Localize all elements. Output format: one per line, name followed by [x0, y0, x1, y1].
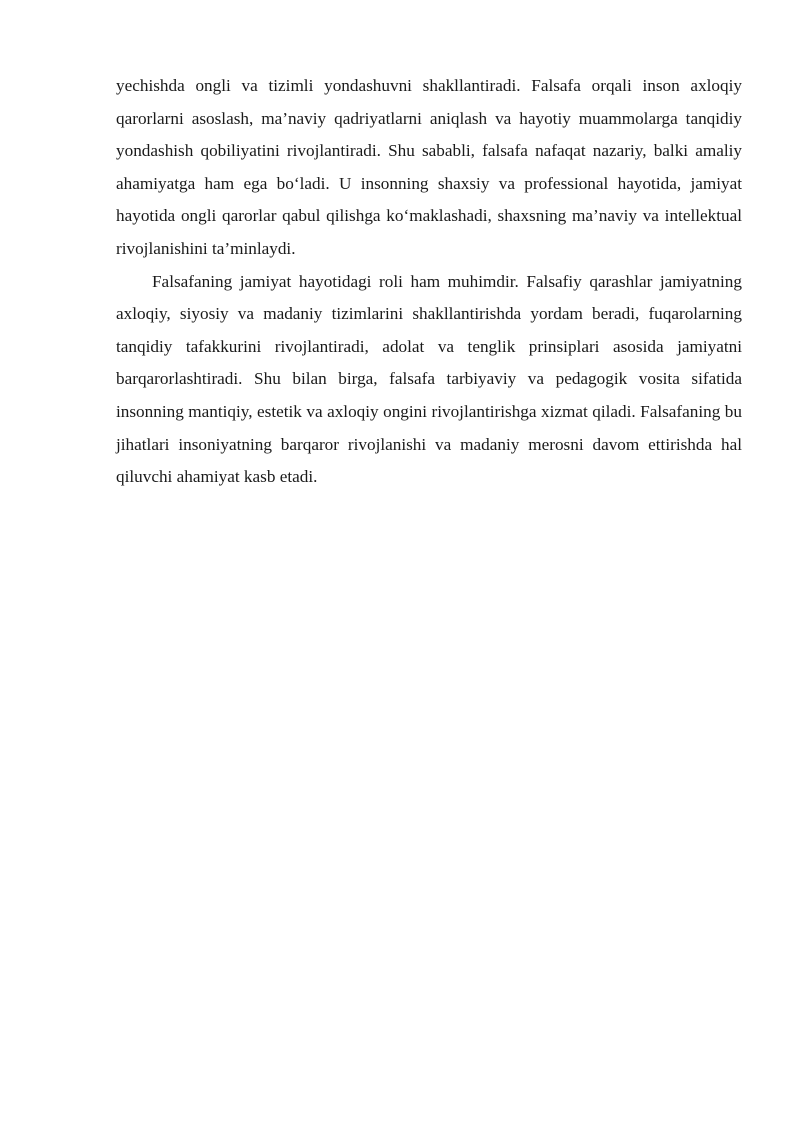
body-text	[116, 70, 742, 494]
paragraph-continuation: yechishda ongli va tizimli yondashuvni shakllantiradi. Falsafa orqali inson axloqiy qarorlarni asoslash, ma’naviy qadriyatlarni aniqlash va hayotiy muammolarga tanqidiy yondashish qobiliyatini rivojlantiradi. Shu sababli, falsafa nafaqat nazariy, balki amaliy ahamiyatga ham ega bo‘ladi. U insonning shaxsiy va professional hayotida, jamiyat hayotida ongli qarorlar qabul qilishga ko‘maklashadi, shaxsning ma’naviy va intellektual rivojlanishini ta’minlaydi.	[116, 76, 742, 258]
paragraph-society-role: Falsafaning jamiyat hayotidagi roli ham muhimdir. Falsafiy qarashlar jamiyatning axloqiy, siyosiy va madaniy tizimlarini shakllantirishda yordam beradi, fuqarolarning tanqidiy tafakkurini rivojlantiradi, adolat va tenglik prinsiplari asosida jamiyatni barqarorlashtiradi. Shu bilan birga, falsafa tarbiyaviy va pedagogik vosita sifatida insonning mantiqiy, estetik va axloqiy ongini rivojlantirishga xizmat qiladi. Falsafaning bu jihatlari insoniyatning barqaror rivojlanishi va madaniy merosni davom ettirishda hal qiluvchi ahamiyat kasb etadi.	[116, 271, 742, 487]
